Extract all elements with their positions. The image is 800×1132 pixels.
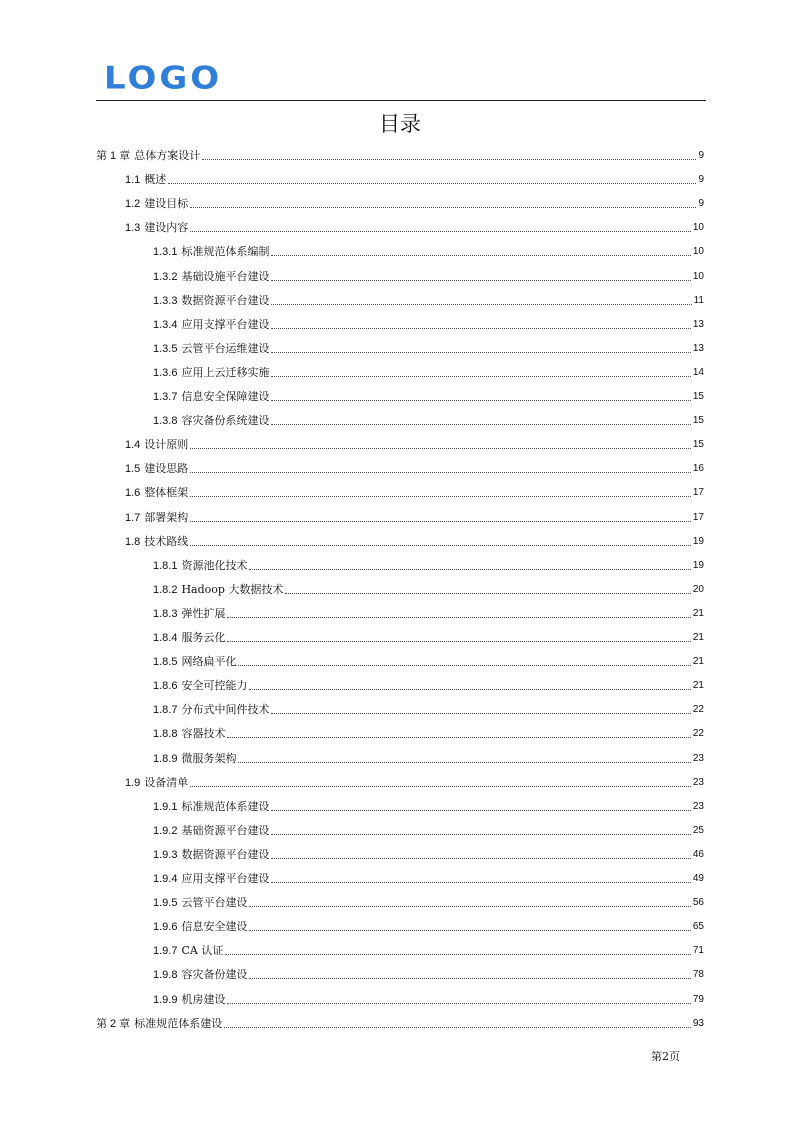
toc-entry-title: 应用上云迁移实施 <box>181 365 270 379</box>
toc-entry-page: 15 <box>692 391 704 402</box>
toc-entry-number: 1.8 <box>125 535 141 548</box>
toc-entry-title: 容灾备份建设 <box>181 968 248 982</box>
toc-entry[interactable] <box>153 625 704 645</box>
toc-entry-title: 数据资源平台建设 <box>181 847 270 861</box>
toc-entry-title: 云管平台建设 <box>181 896 248 910</box>
dot-leader <box>271 352 690 353</box>
dot-leader <box>249 569 690 570</box>
toc-entry-page: 10 <box>692 270 704 282</box>
dot-leader <box>224 1027 691 1028</box>
toc-entry-page: 19 <box>692 535 704 547</box>
dot-leader <box>227 1003 690 1004</box>
dot-leader <box>271 713 690 714</box>
toc-entry-title: 容器技术 <box>181 727 226 741</box>
dot-leader <box>227 737 690 738</box>
dot-leader <box>271 376 690 377</box>
toc-entry-title: 标准规范体系编制 <box>181 245 270 259</box>
toc-entry[interactable] <box>153 288 704 308</box>
toc-entry-title: 建设目标 <box>144 197 189 211</box>
dot-leader <box>168 183 696 184</box>
toc-entry-page: 15 <box>692 439 704 451</box>
toc-entry[interactable] <box>125 191 704 211</box>
toc-entry[interactable] <box>125 167 704 187</box>
toc-entry-number: 1.8.1 <box>153 559 178 572</box>
dot-leader <box>238 762 690 763</box>
toc-entry-page: 19 <box>692 559 704 571</box>
toc-entry-number: 1.8.4 <box>153 632 178 644</box>
toc-entry-title: Hadoop 大数据技术 <box>181 582 284 596</box>
toc-entry-number: 1.9.8 <box>153 969 178 982</box>
dot-leader <box>202 159 696 160</box>
toc-entry[interactable] <box>125 480 704 500</box>
dot-leader <box>238 665 690 666</box>
toc-entry-title: 弹性扩展 <box>181 606 226 620</box>
dot-leader <box>271 328 690 329</box>
toc-entry[interactable] <box>153 312 704 332</box>
toc-entry-title: 基础资源平台建设 <box>181 823 270 837</box>
toc-entry-title: 技术路线 <box>144 534 189 548</box>
toc-entry-number: 1.8.6 <box>153 680 178 693</box>
toc-entry-number: 1.9.6 <box>153 921 178 934</box>
toc-entry-number: 1.3.4 <box>153 318 178 331</box>
dot-leader <box>190 231 691 232</box>
toc-entry-title: CA 认证 <box>181 944 224 958</box>
dot-leader <box>249 689 690 690</box>
toc-entry-number: 1.9.5 <box>153 897 178 910</box>
toc-entry-page: 9 <box>698 198 704 210</box>
toc-entry-title: 标准规范体系建设 <box>134 1016 223 1030</box>
toc-entry-title: 云管平台运维建设 <box>181 341 270 355</box>
toc-entry-page: 13 <box>692 342 704 354</box>
toc-entry-number: 1.9.1 <box>153 800 178 813</box>
toc-entry[interactable] <box>153 577 704 597</box>
dot-leader <box>190 496 691 497</box>
toc-entry[interactable] <box>153 866 704 886</box>
dot-leader <box>271 400 690 401</box>
toc-entry-number: 1.8.9 <box>153 752 178 765</box>
dot-leader <box>190 545 691 546</box>
toc-entry-title: 信息安全保障建设 <box>181 390 270 403</box>
toc-entry-page: 22 <box>692 728 704 740</box>
toc-entry-number: 1.8.5 <box>153 656 178 669</box>
toc-entry-number: 1.8.8 <box>153 728 178 741</box>
dot-leader <box>249 906 690 907</box>
toc-entry-page: 49 <box>692 873 704 884</box>
toc-entry-number: 1.9.3 <box>153 848 178 861</box>
toc-entry-number: 1.9.7 <box>153 945 178 958</box>
toc-entry-page: 10 <box>692 222 704 234</box>
toc-entry-title: 信息安全建设 <box>181 920 248 934</box>
toc-entry-number: 1.1 <box>125 174 141 187</box>
toc-entry[interactable] <box>153 336 704 356</box>
toc-entry[interactable] <box>153 890 704 910</box>
toc-entry-title: 安全可控能力 <box>181 679 248 693</box>
toc-entry-number: 1.3.8 <box>153 415 178 428</box>
toc-entry-page: 20 <box>692 583 704 595</box>
dot-leader <box>227 641 690 642</box>
toc-entry-title: 应用支撑平台建设 <box>181 317 270 331</box>
toc-entry[interactable] <box>125 505 704 525</box>
dot-leader <box>271 304 691 305</box>
toc-entry-page: 11 <box>693 294 704 306</box>
page-number: 第2页 <box>651 1050 680 1063</box>
toc-entry-page: 23 <box>692 776 704 788</box>
toc-entry-title: 设计原则 <box>144 438 189 452</box>
dot-leader <box>271 834 690 835</box>
toc-entry-number: 1.3.2 <box>153 270 178 283</box>
toc-entry-title: 设备清单 <box>144 775 189 789</box>
toc-entry-number: 1.3.5 <box>153 342 178 355</box>
toc-entry-number: 1.8.7 <box>153 704 178 717</box>
toc-entry-number: 1.9 <box>125 776 141 789</box>
toc-entry-title: 服务云化 <box>181 631 226 644</box>
toc-entry-page: 10 <box>692 246 704 258</box>
toc-entry-number: 1.9.9 <box>153 993 178 1006</box>
toc-entry[interactable] <box>96 143 704 163</box>
toc-entry-page: 93 <box>692 1017 704 1029</box>
toc-entry[interactable] <box>153 673 704 693</box>
toc-entry-page: 17 <box>692 511 704 523</box>
toc-entry[interactable] <box>153 962 704 982</box>
toc-entry[interactable] <box>125 529 704 549</box>
dot-leader <box>249 978 690 979</box>
dot-leader <box>190 786 691 787</box>
toc-entry[interactable] <box>153 914 704 934</box>
logo: LOGO <box>104 60 223 97</box>
toc-entry[interactable] <box>153 239 704 259</box>
toc-entry-number: 1.9.2 <box>153 824 178 837</box>
dot-leader <box>271 255 690 256</box>
dot-leader <box>271 882 690 883</box>
toc-entry[interactable] <box>96 1011 704 1031</box>
toc-entry[interactable] <box>125 456 704 476</box>
toc-entry-title: 标准规范体系建设 <box>181 799 270 813</box>
toc-entry-page: 23 <box>692 800 704 812</box>
toc-entry-number: 1.3 <box>125 222 141 235</box>
dot-leader <box>227 617 690 618</box>
toc-entry-number: 1.9.4 <box>153 873 178 885</box>
toc-entry-title: 分布式中间件技术 <box>181 703 270 717</box>
toc-entry-title: 总体方案设计 <box>134 149 201 162</box>
toc-entry[interactable] <box>153 384 704 404</box>
toc-entry-page: 21 <box>692 680 704 692</box>
toc-entry-title: 机房建设 <box>181 992 226 1006</box>
toc-entry[interactable] <box>153 818 704 838</box>
toc-entry-title: 网络扁平化 <box>181 655 237 669</box>
dot-leader <box>271 810 690 811</box>
toc-entry[interactable] <box>153 987 704 1007</box>
toc-entry-page: 22 <box>692 704 704 716</box>
toc-entry[interactable] <box>153 649 704 669</box>
toc-entry[interactable] <box>125 432 704 452</box>
header-divider <box>96 100 706 101</box>
toc-title: 目录 <box>379 112 421 136</box>
toc-entry-page: 13 <box>692 318 704 330</box>
dot-leader <box>190 448 691 449</box>
toc-entry[interactable] <box>153 553 704 573</box>
dot-leader <box>190 207 696 208</box>
toc-entry[interactable] <box>153 746 704 766</box>
toc-entry-page: 16 <box>692 463 704 475</box>
toc-entry-number: 1.4 <box>125 439 141 452</box>
toc-entry-number: 1.6 <box>125 487 141 500</box>
toc-entry-number: 1.8.3 <box>153 607 178 620</box>
dot-leader <box>190 472 691 473</box>
toc-entry-title: 整体框架 <box>144 486 189 500</box>
toc-entry-number: 1.3.6 <box>153 366 178 379</box>
toc-entry-number: 1.8.2 <box>153 583 178 596</box>
toc-entry-title: 部署架构 <box>144 510 189 524</box>
toc-entry-page: 25 <box>692 824 704 836</box>
toc-entry-title: 建设思路 <box>144 462 189 476</box>
toc-entry[interactable] <box>153 842 704 862</box>
toc-entry-page: 21 <box>692 607 704 619</box>
toc-entry[interactable] <box>153 360 704 380</box>
toc-entry[interactable] <box>125 770 704 790</box>
toc-entry-page: 17 <box>692 487 704 499</box>
toc-entry-title: 应用支撑平台建设 <box>181 872 270 885</box>
toc-entry-title: 建设内容 <box>144 221 189 235</box>
toc-entry-page: 71 <box>692 945 704 957</box>
dot-leader <box>271 280 690 281</box>
toc-entry-page: 14 <box>692 366 704 378</box>
toc-entry-number: 第 1 章 <box>96 150 131 162</box>
toc-entry-number: 1.3.1 <box>153 246 178 259</box>
toc-entry-number: 1.7 <box>125 511 141 524</box>
dot-leader <box>271 858 690 859</box>
dot-leader <box>285 593 690 594</box>
toc-entry[interactable] <box>153 601 704 621</box>
toc-entry-page: 79 <box>692 993 704 1005</box>
toc-entry-number: 1.2 <box>125 198 141 211</box>
toc-entry-page: 56 <box>692 897 704 909</box>
toc-entry-page: 65 <box>692 921 704 933</box>
dot-leader <box>225 954 691 955</box>
toc-entry-page: 15 <box>692 415 704 427</box>
toc-entry-title: 容灾备份系统建设 <box>181 414 270 428</box>
toc-entry-number: 1.3.3 <box>153 294 178 307</box>
toc-entry-title: 基础设施平台建设 <box>181 269 270 283</box>
toc-entry-number: 第 2 章 <box>96 1017 131 1030</box>
toc-entry[interactable] <box>153 408 704 428</box>
toc-entry-page: 21 <box>692 632 704 643</box>
toc-entry-page: 46 <box>692 848 704 860</box>
toc-entry-title: 微服务架构 <box>181 751 237 765</box>
toc-entry[interactable] <box>125 215 704 235</box>
toc-entry[interactable] <box>153 938 704 958</box>
toc-entry-page: 9 <box>698 150 704 161</box>
toc-entry-number: 1.3.7 <box>153 391 178 403</box>
toc-entry[interactable] <box>153 794 704 814</box>
dot-leader <box>271 424 690 425</box>
toc-entry-page: 23 <box>692 752 704 764</box>
toc-entry-page: 21 <box>692 656 704 668</box>
toc-entry-title: 概述 <box>144 173 167 187</box>
toc-entry[interactable] <box>153 264 704 284</box>
toc-entry-page: 9 <box>698 174 704 186</box>
toc-entry-number: 1.5 <box>125 463 141 476</box>
toc-entry[interactable] <box>153 721 704 741</box>
toc-entry-title: 资源池化技术 <box>181 558 248 572</box>
toc-entry[interactable] <box>153 697 704 717</box>
toc-entry-page: 78 <box>692 969 704 981</box>
dot-leader <box>190 521 691 522</box>
dot-leader <box>249 930 690 931</box>
toc-entry-title: 数据资源平台建设 <box>181 293 270 307</box>
